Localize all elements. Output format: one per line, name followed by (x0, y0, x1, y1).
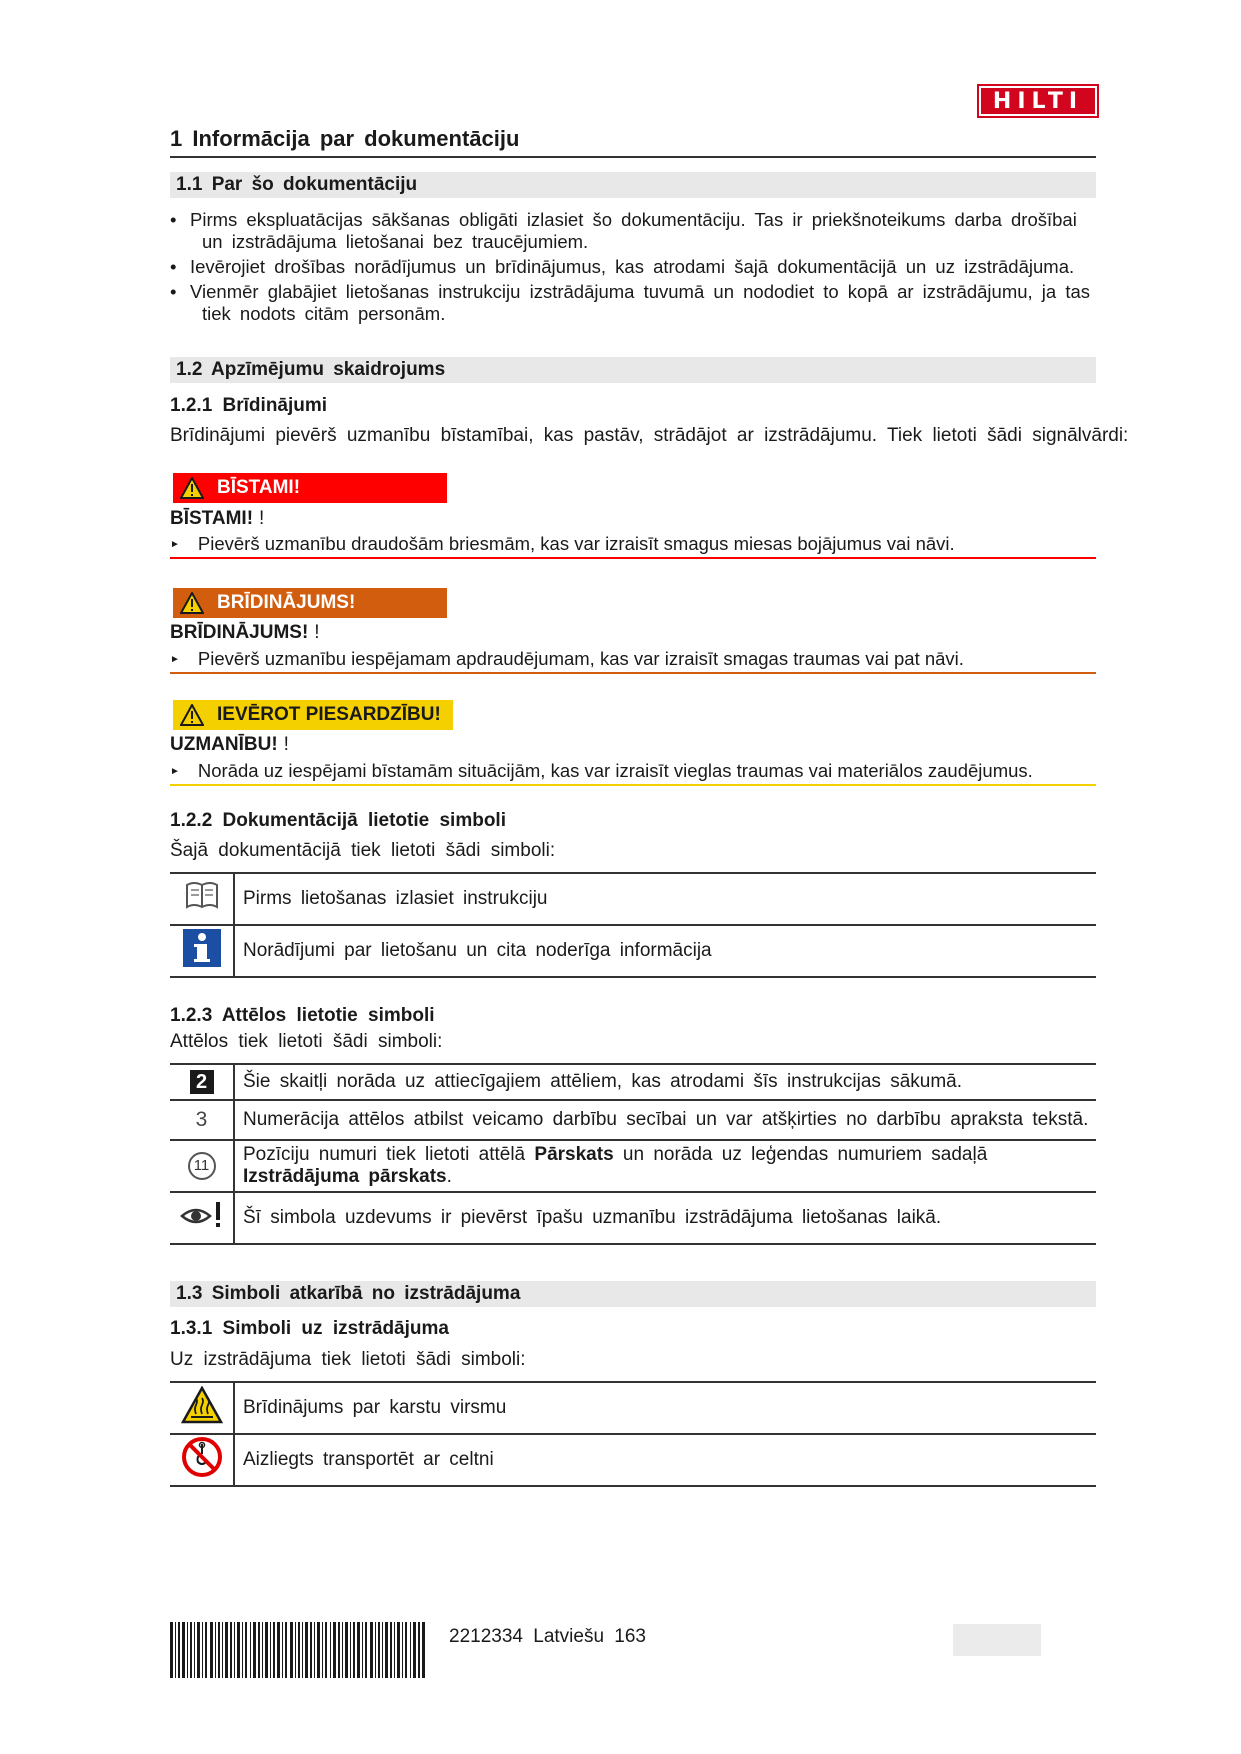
symbol-description: Pirms lietošanas izlasiet instrukciju (234, 873, 1096, 925)
step-number-icon: 3 (195, 1108, 208, 1131)
list-item: • Vienmēr glabājiet lietošanas instrukciju izstrādājuma tuvumā un nododiet to kopā ar izstrādājumu, ja tas tiek nodots citām personām. (170, 281, 1170, 325)
no-crane-icon (181, 1462, 223, 1483)
arrow-icon: ► (170, 538, 180, 550)
hilti-logo: HILTI (979, 86, 1097, 116)
book-icon (184, 895, 220, 916)
warning-label: BRĪDINĀJUMS! ! (170, 622, 320, 643)
barcode (170, 1622, 426, 1678)
table-row (170, 1434, 1096, 1486)
caution-text: ► Norāda uz iespējami bīstamām situācijām, kas var izraisīt vieglas traumas vai materiālos zaudējumus. (170, 760, 1033, 781)
product-symbols-intro: Uz izstrādājuma tiek lietoti šādi simboli: (170, 1349, 526, 1370)
figure-symbols-intro: Attēlos tiek lietoti šādi simboli: (170, 1031, 443, 1052)
symbol-description: Norādījumi par lietošanu un cita noderīga informācija (234, 925, 1096, 977)
product-symbols-table (170, 1381, 1096, 1487)
symbol-description: Šie skaitļi norāda uz attiecīgajiem attēliem, kas atrodami šīs instrukcijas sākumā. (234, 1064, 1096, 1100)
list-item: • Pirms ekspluatācijas sākšanas obligāti izlasiet šo dokumentāciju. Tas ir priekšnoteikums darba drošībai un izstrādājuma lietošanai bez traucējumiem. (170, 209, 1170, 253)
table-row (170, 1140, 1096, 1192)
symbol-description: Brīdinājums par karstu virsmu (234, 1382, 1096, 1434)
hot-surface-icon (181, 1408, 223, 1429)
symbol-description: Numerācija attēlos atbilst veicamo darbību secībai un var atšķirties no darbību apraksta tekstā. (234, 1100, 1096, 1140)
warning-rule (170, 672, 1096, 674)
warning-text: ► Pievērš uzmanību iespējamam apdraudējumam, kas var izraisīt smagas traumas vai pat nāvi. (170, 648, 964, 669)
symbol-description: Pozīciju numuri tiek lietoti attēlā Pārskats un norāda uz leģendas numuriem sadaļā Izstrādājuma pārskats. (234, 1140, 1096, 1192)
danger-signal-box (173, 473, 447, 503)
doc-symbols-intro: Šajā dokumentācijā tiek lietoti šādi simboli: (170, 840, 556, 861)
info-icon (183, 951, 221, 972)
warning-signal-box (173, 588, 447, 618)
bullet-list (170, 209, 1170, 328)
section-1-title: 1 Informācija par dokumentāciju (170, 126, 520, 151)
table-row (170, 1382, 1096, 1434)
doc-symbols-table (170, 872, 1096, 978)
caution-signal-box (173, 700, 453, 730)
warning-box-label: BRĪDINĀJUMS! (217, 592, 356, 613)
warning-triangle-icon (179, 591, 205, 615)
symbol-description: Šī simbola uzdevums ir pievērst īpašu uzmanību izstrādājuma lietošanas laikā. (234, 1192, 1096, 1244)
page-footer: 2212334 Latviešu 163 (449, 1626, 646, 1647)
arrow-icon: ► (170, 765, 180, 777)
table-row (170, 873, 1096, 925)
page-marker (953, 1624, 1041, 1656)
section-1-3-1-title: 1.3.1 Simboli uz izstrādājuma (170, 1318, 449, 1339)
danger-rule (170, 557, 1096, 559)
arrow-icon: ► (170, 653, 180, 665)
table-row (170, 1100, 1096, 1140)
symbol-description: Aizliegts transportēt ar celtni (234, 1434, 1096, 1486)
table-row (170, 1064, 1096, 1100)
section-1-3-title: 1.3 Simboli atkarībā no izstrādājuma (170, 1281, 1096, 1307)
warning-triangle-icon (179, 476, 205, 500)
section-1-2-1-title: 1.2.1 Brīdinājumi (170, 395, 328, 416)
table-row (170, 1192, 1096, 1244)
caution-box-label: IEVĒROT PIESARDZĪBU! (217, 704, 441, 725)
section-1-2-title: 1.2 Apzīmējumu skaidrojums (170, 357, 1096, 383)
position-number-icon: 11 (188, 1152, 216, 1180)
danger-box-label: BĪSTAMI! (217, 477, 301, 498)
list-item: • Ievērojiet drošības norādījumus un brīdinājumus, kas atrodami šajā dokumentācijā un uz izstrādājuma. (170, 256, 1170, 278)
figure-symbols-table (170, 1063, 1096, 1245)
caution-label: UZMANĪBU! ! (170, 734, 289, 755)
danger-label: BĪSTAMI! ! (170, 508, 265, 529)
warnings-intro: Brīdinājumi pievērš uzmanību bīstamībai, kas pastāv, strādājot ar izstrādājumu. Tiek lietoti šādi signālvārdi: (170, 425, 1129, 446)
figure-number-icon: 2 (190, 1070, 214, 1094)
eye-attention-icon (180, 1214, 224, 1235)
section-1-2-2-title: 1.2.2 Dokumentācijā lietotie simboli (170, 810, 506, 831)
section-1-1-title: 1.1 Par šo dokumentāciju (170, 172, 1096, 198)
warning-triangle-icon (179, 703, 205, 727)
table-row (170, 925, 1096, 977)
danger-text: ► Pievērš uzmanību draudošām briesmām, kas var izraisīt smagus miesas bojājumus vai nāvi. (170, 533, 955, 554)
caution-rule (170, 784, 1096, 786)
divider (170, 156, 1096, 158)
section-1-2-3-title: 1.2.3 Attēlos lietotie simboli (170, 1005, 435, 1026)
